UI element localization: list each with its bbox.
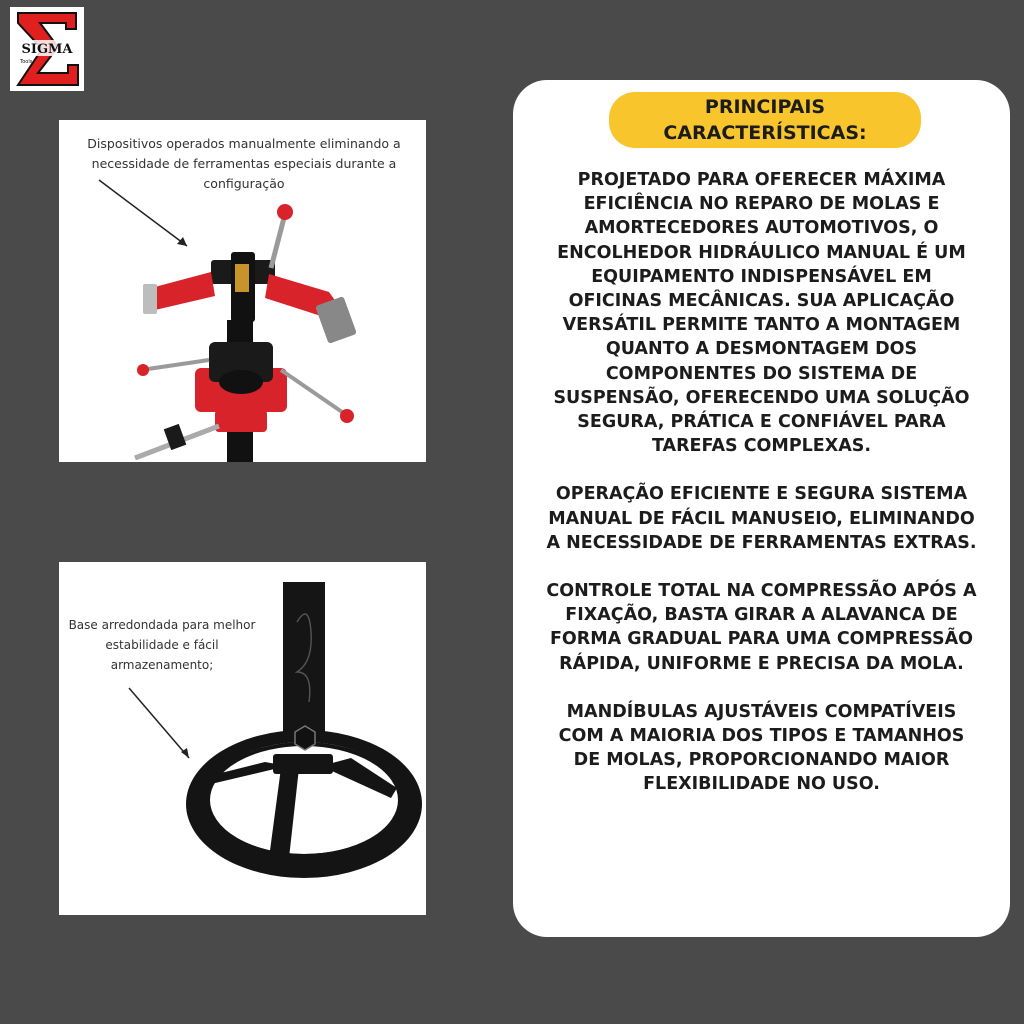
features-badge: PRINCIPAIS CARACTERÍSTICAS:	[609, 92, 921, 148]
feature-paragraph: OPERAÇÃO EFICIENTE E SEGURA SISTEMA MANUAL DE FÁCIL MANUSEIO, ELIMINANDO A NECESSIDADE DE FERRAMENTAS EXTRAS.	[546, 484, 977, 553]
logo-text: SIGMA	[21, 42, 73, 57]
sigma-logo-icon	[10, 7, 84, 91]
features-body	[543, 168, 980, 797]
top-photo-caption: Dispositivos operados manualmente eliminando a necessidade de ferramentas especiais durante a configuração	[87, 136, 401, 191]
features-card	[513, 80, 1010, 937]
top-product-photo	[59, 120, 426, 462]
logo-subtext: Tools	[20, 59, 33, 65]
bottom-product-photo	[59, 562, 426, 915]
feature-paragraph: PROJETADO PARA OFERECER MÁXIMA EFICIÊNCIA NO REPARO DE MOLAS E AMORTECEDORES AUTOMOTIVOS, O ENCOLHEDOR HIDRÁULICO MANUAL É UM EQUIPAMENTO INDISPENSÁVEL EM OFICINAS MECÂNICAS. SUA APLICAÇÃO VERSÁTIL PERMITE TANTO A MONTAGEM QUANTO A DESMONTAGEM DOS COMPONENTES DO SISTEMA DE SUSPENSÃO, OFERECENDO UMA SOLUÇÃO SEGURA, PRÁTICA E CONFIÁVEL PARA TAREFAS COMPLEXAS.	[553, 170, 970, 457]
feature-paragraph: CONTROLE TOTAL NA COMPRESSÃO APÓS A FIXAÇÃO, BASTA GIRAR A ALAVANCA DE FORMA GRADUAL PARA UMA COMPRESSÃO RÁPIDA, UNIFORME E PRECISA DA MOLA.	[546, 581, 977, 674]
feature-paragraph: MANDÍBULAS AJUSTÁVEIS COMPATÍVEIS COM A MAIORIA DOS TIPOS E TAMANHOS DE MOLAS, PROPORCIONANDO MAIOR FLEXIBILIDADE NO USO.	[558, 701, 965, 795]
sigma-logo	[10, 7, 84, 91]
bottom-photo-caption: Base arredondada para melhor estabilidade e fácil armazenamento;	[68, 618, 256, 672]
